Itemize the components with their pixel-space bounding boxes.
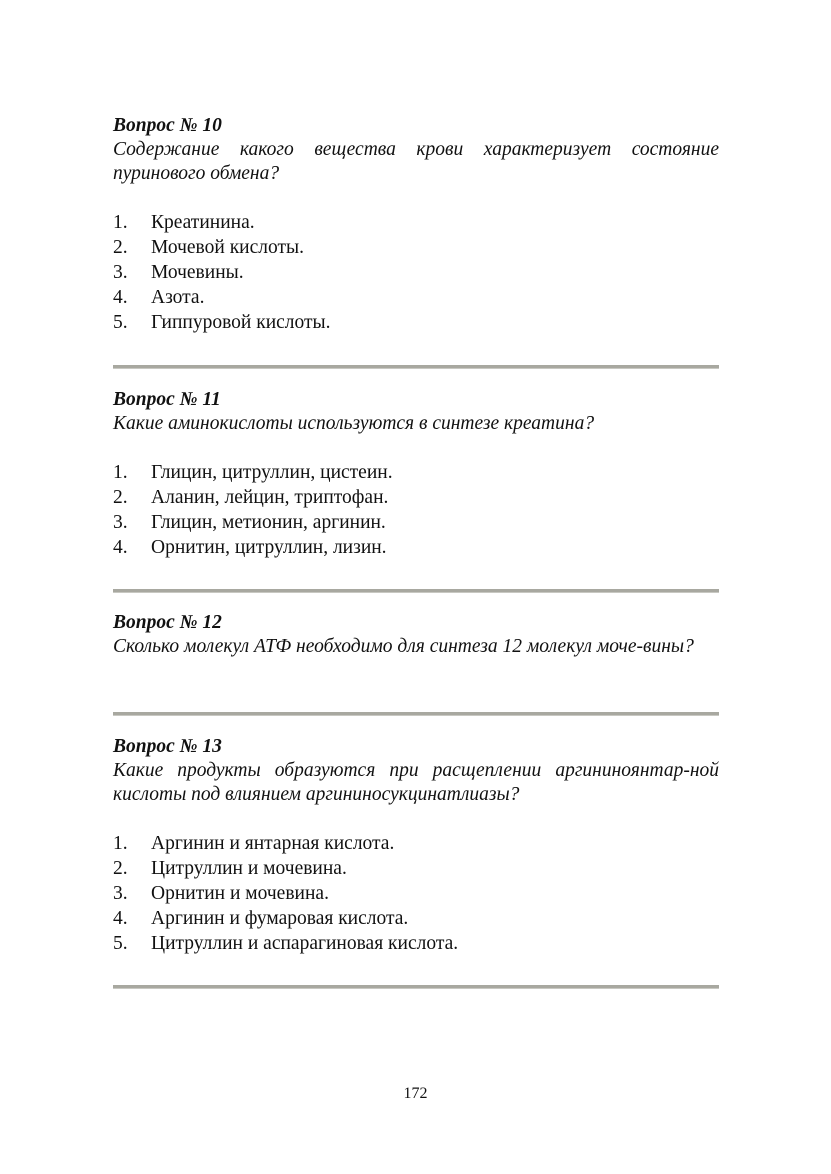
section-divider bbox=[113, 365, 719, 369]
answer-option bbox=[113, 485, 719, 510]
answer-option bbox=[113, 906, 719, 931]
answer-option bbox=[113, 881, 719, 906]
question-title: Вопрос № 11 bbox=[113, 389, 221, 410]
answer-option bbox=[113, 535, 719, 560]
section-divider bbox=[113, 589, 719, 593]
option-number: 4. bbox=[113, 287, 128, 308]
option-number: 2. bbox=[113, 487, 128, 508]
answer-list bbox=[113, 831, 719, 956]
answer-option bbox=[113, 260, 719, 285]
option-text: Аланин, лейцин, триптофан. bbox=[151, 487, 389, 508]
option-text: Цитруллин и аспарагиновая кислота. bbox=[151, 933, 459, 954]
answer-option bbox=[113, 310, 719, 335]
answer-option bbox=[113, 931, 719, 956]
option-text: Орнитин, цитруллин, лизин. bbox=[151, 537, 387, 558]
answer-option bbox=[113, 831, 719, 856]
option-number: 1. bbox=[113, 212, 128, 233]
option-text: Гиппуровой кислоты. bbox=[151, 312, 331, 333]
page-number: 172 bbox=[403, 1085, 428, 1102]
question-12 bbox=[113, 611, 719, 659]
option-number: 1. bbox=[113, 462, 128, 483]
option-text: Орнитин и мочевина. bbox=[151, 883, 329, 904]
option-number: 5. bbox=[113, 312, 128, 333]
answer-option bbox=[113, 856, 719, 881]
option-number: 4. bbox=[113, 908, 128, 929]
option-text: Цитруллин и мочевина. bbox=[151, 858, 347, 879]
question-text: Какие аминокислоты используются в синтезе креатина? bbox=[113, 413, 595, 434]
section-divider bbox=[113, 712, 719, 716]
option-number: 4. bbox=[113, 537, 128, 558]
question-11 bbox=[113, 388, 719, 560]
option-number: 2. bbox=[113, 237, 128, 258]
question-text: Сколько молекул АТФ необходимо для синтеза 12 молекул моче-вины? bbox=[113, 636, 694, 657]
option-text: Азота. bbox=[151, 287, 205, 308]
option-text: Аргинин и фумаровая кислота. bbox=[151, 908, 409, 929]
option-text: Креатинина. bbox=[151, 212, 255, 233]
option-text: Глицин, метионин, аргинин. bbox=[151, 512, 386, 533]
option-number: 3. bbox=[113, 262, 128, 283]
option-text: Глицин, цитруллин, цистеин. bbox=[151, 462, 393, 483]
option-text: Аргинин и янтарная кислота. bbox=[151, 833, 395, 854]
answer-option bbox=[113, 285, 719, 310]
answer-option bbox=[113, 235, 719, 260]
option-number: 2. bbox=[113, 858, 128, 879]
option-text: Мочевой кислоты. bbox=[151, 237, 304, 258]
question-10 bbox=[113, 114, 719, 335]
answer-option bbox=[113, 510, 719, 535]
section-divider bbox=[113, 985, 719, 989]
option-number: 1. bbox=[113, 833, 128, 854]
answer-list bbox=[113, 460, 719, 560]
question-text: Какие продукты образуются при расщеплении аргининоянтар-ной кислоты под влиянием аргининосукцинатлиазы? bbox=[113, 760, 719, 805]
option-text: Мочевины. bbox=[151, 262, 244, 283]
question-13 bbox=[113, 735, 719, 956]
answer-list bbox=[113, 210, 719, 335]
option-number: 5. bbox=[113, 933, 128, 954]
question-title: Вопрос № 13 bbox=[113, 736, 222, 757]
answer-option bbox=[113, 210, 719, 235]
answer-option bbox=[113, 460, 719, 485]
question-title: Вопрос № 10 bbox=[113, 115, 222, 136]
question-title: Вопрос № 12 bbox=[113, 612, 222, 633]
option-number: 3. bbox=[113, 512, 128, 533]
question-text: Содержание какого вещества крови характеризует состояние пуринового обмена? bbox=[113, 139, 719, 184]
option-number: 3. bbox=[113, 883, 128, 904]
